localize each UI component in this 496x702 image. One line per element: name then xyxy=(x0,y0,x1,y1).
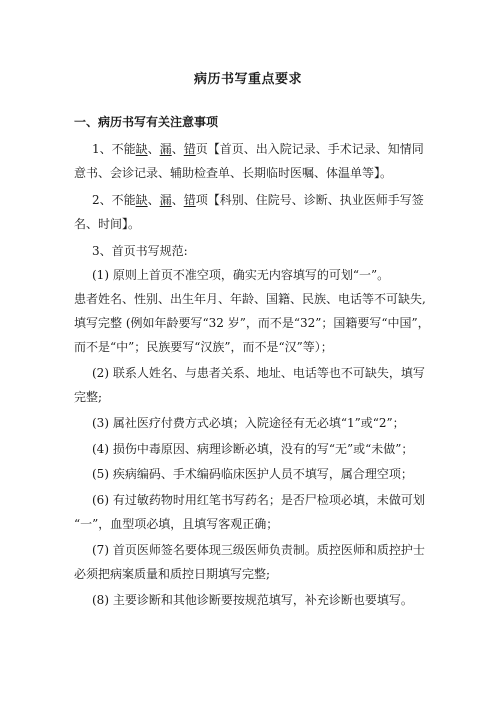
item-2-line-1 xyxy=(92,192,434,208)
para-1-line-1: (1) 原则上首页不准空项，确实无内容填写的可划“一”。 xyxy=(92,268,390,282)
underlined-word: 错 xyxy=(183,142,196,156)
item-2-line-2: 名、时间】。 xyxy=(74,217,141,231)
section-heading: 一、病历书写有关注意事项 xyxy=(74,115,219,129)
underlined-word: 缺 xyxy=(135,193,148,207)
separator: 、 xyxy=(147,193,160,207)
page-title: 病历书写重点要求 xyxy=(193,72,302,87)
para-1-line-3: 填写完整 (例如年龄要写“32 岁”，而不是“32”；国籍要写“中国”， xyxy=(74,316,430,330)
item-2-prefix: 2、不能 xyxy=(92,193,136,207)
para-2-line-1: (2) 联系人姓名、与患者关系、地址、电话等也不可缺失，填写 xyxy=(92,366,425,380)
separator: 、 xyxy=(147,142,160,156)
para-1-line-2: 患者姓名、性别、出生年月、年龄、国籍、民族、电话等不可缺失, xyxy=(74,292,426,306)
separator: 、 xyxy=(171,193,184,207)
underlined-word: 漏 xyxy=(159,193,172,207)
underlined-word: 漏 xyxy=(159,142,172,156)
para-7-line-2: 必须把病案质量和质控日期填写完整; xyxy=(74,567,271,581)
para-4-line-1: (4) 损伤中毒原因、病理诊断必填，没有的写“无”或“未做”； xyxy=(92,442,414,456)
para-7-line-1: (7) 首页医师签名要体现三级医师负责制。质控医师和质控护士 xyxy=(92,543,425,557)
underlined-word: 缺 xyxy=(135,142,148,156)
item-3-heading: 3、首页书写规范: xyxy=(92,244,188,258)
para-8-line-1: (8) 主要诊断和其他诊断要按规范填写，补充诊断也要填写。 xyxy=(92,593,413,607)
para-6-line-2: “一”，血型项必填，且填写客观正确； xyxy=(74,517,279,531)
item-1-line-1 xyxy=(92,141,434,157)
separator: 、 xyxy=(171,142,184,156)
para-2-line-2: 完整; xyxy=(74,390,103,404)
para-3-line-1: (3) 属社医疗付费方式必填；入院途径有无必填“1”或“2”； xyxy=(92,416,405,430)
item-1-line-2: 意书、会诊记录、辅助检查单、长期临时医嘱、体温单等】。 xyxy=(74,166,393,180)
item-1-text: 页【首页、出入院记录、手术记录、知情同 xyxy=(195,142,424,156)
item-1-prefix: 1、不能 xyxy=(92,142,136,156)
para-1-line-4: 而不是“中”；民族要写“汉族”，而不是“汉”等）； xyxy=(74,340,333,354)
item-2-text: 项【科别、住院号、诊断、执业医师手写签 xyxy=(195,193,424,207)
para-5-line-1: (5) 疾病编码、手术编码临床医护人员不填写，属合理空项； xyxy=(92,467,413,481)
underlined-word: 错 xyxy=(183,193,196,207)
para-6-line-1: (6) 有过敏药物时用红笔书写药名；是否尸检项必填，未做可划 xyxy=(92,493,425,507)
